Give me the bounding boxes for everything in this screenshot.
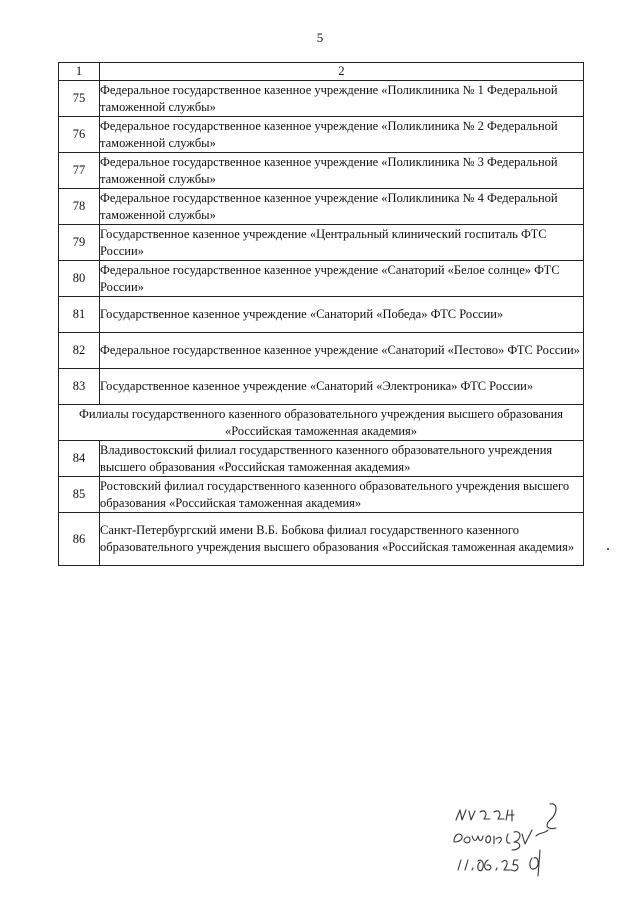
row-number: 86 [59,513,100,566]
row-number: 82 [59,333,100,369]
institution-name: Государственное казенное учреждение «Санаторий «Победа» ФТС России» [100,297,584,333]
row-number: 85 [59,477,100,513]
table-row [59,369,584,405]
institution-name: Государственное казенное учреждение «Санаторий «Электроника» ФТС России» [100,369,584,405]
institution-name: Государственное казенное учреждение «Центральный клинический госпиталь ФТС России» [100,225,584,261]
row-number: 83 [59,369,100,405]
page-number: 5 [316,30,324,45]
institution-name: Федеральное государственное казенное учреждение «Санаторий «Пестово» ФТС России» [100,333,584,369]
institution-name: Федеральное государственное казенное учреждение «Санаторий «Белое солнце» ФТС России» [100,261,584,297]
column-header-name: 2 [100,63,584,81]
signature-drawing [452,800,572,880]
institution-name: Федеральное государственное казенное учреждение «Поликлиника № 3 Федеральной таможенной службы» [100,153,584,189]
handwritten-signature [452,800,572,880]
row-number: 76 [59,117,100,153]
table-row [59,117,584,153]
institution-name: Ростовский филиал государственного казенного образовательного учреждения высшего образования «Российская таможенная академия» [100,477,584,513]
table-row [59,189,584,225]
row-number: 80 [59,261,100,297]
row-number: 75 [59,81,100,117]
stray-mark [607,548,609,550]
row-number: 77 [59,153,100,189]
row-number: 79 [59,225,100,261]
table-row [59,441,584,477]
row-number: 84 [59,441,100,477]
institution-name: Федеральное государственное казенное учреждение «Поликлиника № 2 Федеральной таможенной службы» [100,117,584,153]
table-row [59,225,584,261]
section-title: Филиалы государственного казенного образовательного учреждения высшего образования «Российская таможенная академия» [59,405,584,441]
column-header-number: 1 [59,63,100,81]
table-row [59,477,584,513]
institution-name: Федеральное государственное казенное учреждение «Поликлиника № 1 Федеральной таможенной службы» [100,81,584,117]
row-number: 78 [59,189,100,225]
table-row [59,297,584,333]
table-row [59,153,584,189]
institution-name: Федеральное государственное казенное учреждение «Поликлиника № 4 Федеральной таможенной службы» [100,189,584,225]
table-row [59,81,584,117]
institution-name: Владивостокский филиал государственного казенного образовательного учреждения высшего образования «Российская таможенная академия» [100,441,584,477]
table-row [59,513,584,566]
table-row [59,333,584,369]
institution-name: Санкт-Петербургский имени В.Б. Бобкова филиал государственного казенного образовательного учреждения высшего образования «Российская таможенная академия» [100,513,584,566]
section-header-row [59,405,584,441]
table-header-row [59,63,584,81]
row-number: 81 [59,297,100,333]
institutions-table [58,62,584,566]
table-row [59,261,584,297]
